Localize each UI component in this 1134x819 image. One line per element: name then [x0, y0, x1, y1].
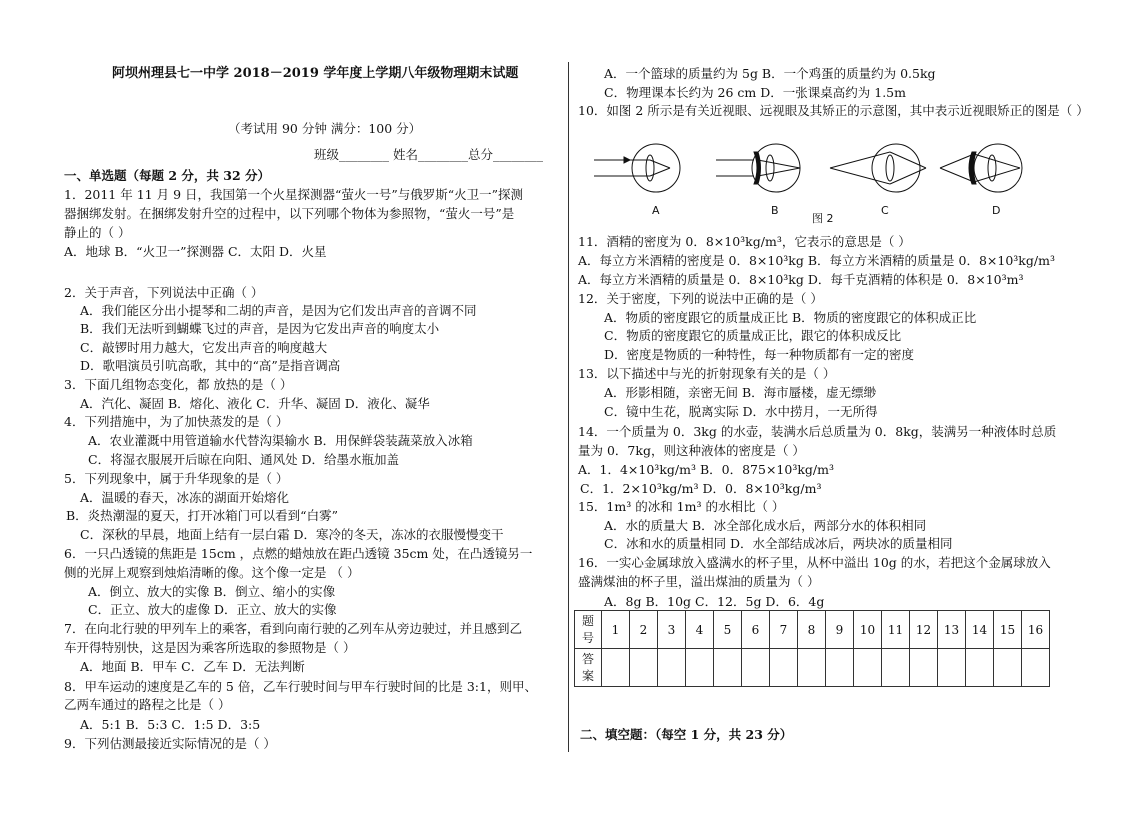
answer-cell[interactable] — [630, 649, 658, 687]
question-line: 3．下面几组物态变化，都 放热的是（ ） — [64, 377, 293, 392]
question-line: A．每立方米酒精的密度是 0．8×10³kg B．每立方米酒精的质量是 0．8×10³kg/m³ — [578, 253, 1055, 268]
question-line: 4．下列措施中，为了加快蒸发的是（ ） — [64, 414, 289, 429]
answer-table-number-row — [575, 611, 1050, 649]
section2-title: 二、填空题：（每空 1 分，共 23 分） — [580, 727, 793, 742]
answer-cell[interactable] — [966, 649, 994, 687]
answer-cell[interactable] — [798, 649, 826, 687]
number-cell: 13 — [938, 611, 966, 649]
number-cell: 10 — [854, 611, 882, 649]
question-line: C．冰和水的质量相同 D．水全部结成冰后，两块冰的质量相同 — [604, 536, 953, 551]
question-line: C．物理课本长约为 26 cm D．一张课桌高约为 1.5m — [604, 85, 906, 100]
eye-diagram-a — [594, 144, 680, 192]
question-line: C．镜中生花，脱离实际 D．水中捞月，一无所得 — [604, 404, 878, 419]
student-fields: 班级________ 姓名________总分________ — [314, 147, 543, 162]
number-cell: 8 — [798, 611, 826, 649]
question-line: 8．甲车运动的速度是乙车的 5 倍，乙车行驶时间与甲车行驶时间的比是 3:1，则甲、 — [64, 679, 537, 694]
answer-cell[interactable] — [602, 649, 630, 687]
question-line: 1．2011 年 11 月 9 日，我国第一个火星探测器“萤火一号”与俄罗斯“火卫一”探测 — [64, 187, 524, 202]
figure-caption: 图 2 — [812, 212, 834, 225]
section1-title: 一、单选题（每题 2 分，共 32 分） — [64, 168, 271, 183]
question-line: C．深秋的早晨，地面上结有一层白霜 D．寒冷的冬天，冻冰的衣服慢慢变干 — [80, 527, 504, 542]
number-header-cell: 题 号 — [575, 611, 602, 649]
question-line: 7．在向北行驶的甲列车上的乘客，看到向南行驶的乙列车从旁边驶过，并且感到乙 — [64, 621, 522, 636]
number-cell: 4 — [686, 611, 714, 649]
question-line: 15．1m³ 的冰和 1m³ 的水相比（ ） — [578, 499, 785, 514]
question-line: A．我们能区分出小提琴和二胡的声音，是因为它们发出声音的音调不同 — [80, 303, 477, 318]
question-line: C．1．2×10³kg/m³ D．0．8×10³kg/m³ — [580, 481, 822, 496]
question-line: A．地面 B．甲车 C．乙车 D．无法判断 — [80, 659, 305, 674]
figure-label-a: A — [652, 204, 660, 217]
number-cell: 6 — [742, 611, 770, 649]
number-cell: 5 — [714, 611, 742, 649]
question-line: A．8g B．10g C．12．5g D．6．4g — [604, 594, 825, 609]
number-cell: 14 — [966, 611, 994, 649]
question-line: 盛满煤油的杯子里，溢出煤油的质量为（ ） — [578, 574, 820, 589]
question-line: 静止的（ ） — [64, 225, 131, 240]
question-line: B．我们无法听到蝴蝶飞过的声音，是因为它发出声音的响度太小 — [80, 321, 440, 336]
question-line: 13．以下描述中与光的折射现象有关的是（ ） — [578, 366, 836, 381]
answer-cell[interactable] — [714, 649, 742, 687]
answer-table — [574, 610, 1050, 687]
answer-cell[interactable] — [1022, 649, 1050, 687]
question-line: 6．一只凸透镜的焦距是 15cm ，点燃的蜡烛放在距凸透镜 35cm 处，在凸透镜另一 — [64, 546, 533, 561]
exam-info: （考试用 90 分钟 满分：100 分） — [228, 121, 422, 136]
number-cell: 9 — [826, 611, 854, 649]
question-line: 12．关于密度，下列的说法中正确的是（ ） — [578, 291, 823, 306]
question-line: A．倒立、放大的实像 B．倒立、缩小的实像 — [88, 584, 336, 599]
figure-label-b: B — [771, 204, 779, 217]
answer-cell[interactable] — [994, 649, 1022, 687]
question-line: 16．一实心金属球放入盛满水的杯子里，从杯中溢出 10g 的水，若把这个金属球放入 — [578, 555, 1051, 570]
question-line: A．农业灌溉中用管道输水代替沟渠输水 B．用保鲜袋装蔬菜放入冰箱 — [88, 433, 473, 448]
question-line: 侧的光屏上观察到烛焰清晰的像。这个像一定是 （ ） — [64, 565, 360, 580]
number-cell: 15 — [994, 611, 1022, 649]
question-line: 11．酒精的密度为 0．8×10³kg/m³，它表示的意思是（ ） — [578, 234, 911, 249]
answer-cell[interactable] — [910, 649, 938, 687]
question-line: D．密度是物质的一种特性，每一种物质都有一定的密度 — [604, 347, 915, 362]
question-line: A．汽化、凝固 B．熔化、液化 C．升华、凝固 D．液化、凝华 — [80, 396, 430, 411]
answer-cell[interactable] — [854, 649, 882, 687]
eye-diagram-b — [716, 144, 800, 192]
question-line: C．正立、放大的虚像 D．正立、放大的实像 — [88, 602, 337, 617]
question-line: 乙两车通过的路程之比是（ ） — [64, 697, 231, 712]
figure-label-d: D — [992, 204, 1001, 217]
question-line: A．物质的密度跟它的质量成正比 B．物质的密度跟它的体积成正比 — [604, 310, 977, 325]
question-line: C．物质的密度跟它的质量成正比，跟它的体积成反比 — [604, 328, 902, 343]
question-line: A．地球 B．“火卫一”探测器 C．太阳 D．火星 — [64, 244, 327, 259]
question-line: 2．关于声音，下列说法中正确（ ） — [64, 285, 264, 300]
column-divider — [568, 62, 569, 752]
question-line: A．水的质量大 B．冰全部化成水后，两部分水的体积相同 — [604, 518, 927, 533]
exam-title: 阿坝州理县七一中学 2018－2019 学年度上学期八年级物理期末试题 — [112, 66, 519, 81]
question-line: 9．下列估测最接近实际情况的是（ ） — [64, 736, 276, 751]
question-line: 车开得特别快，这是因为乘客所选取的参照物是（ ） — [64, 640, 356, 655]
answer-cell[interactable] — [742, 649, 770, 687]
answer-cell[interactable] — [686, 649, 714, 687]
number-cell: 11 — [882, 611, 910, 649]
answer-cell[interactable] — [658, 649, 686, 687]
question-line: C．敲锣时用力越大，它发出声音的响度越大 — [80, 340, 328, 355]
question-line: 量为 0．7kg，则这种液体的密度是（ ） — [578, 443, 805, 458]
answer-cell[interactable] — [938, 649, 966, 687]
question-line: A．每立方米酒精的质量是 0．8×10³kg D．每千克酒精的体积是 0．8×10³m³ — [578, 272, 1024, 287]
number-cell: 1 — [602, 611, 630, 649]
question-line: 10．如图 2 所示是有关近视眼、远视眼及其矫正的示意图，其中表示近视眼矫正的图是（ ） — [578, 103, 1089, 118]
question-line: A．温暖的春天，冰冻的湖面开始熔化 — [80, 490, 290, 505]
answer-cell[interactable] — [826, 649, 854, 687]
question-line: 14．一个质量为 0．3kg 的水壶，装满水后总质量为 0．8kg，装满另一种液体时总质 — [578, 424, 1057, 439]
question-line: A．形影相随，亲密无间 B．海市蜃楼，虚无缥缈 — [604, 385, 877, 400]
question-line: A．一个篮球的质量约为 5g B．一个鸡蛋的质量约为 0.5kg — [604, 66, 936, 81]
question-line: B．炎热潮湿的夏天，打开冰箱门可以看到“白雾” — [66, 508, 338, 523]
number-cell: 7 — [770, 611, 798, 649]
number-cell: 3 — [658, 611, 686, 649]
number-cell: 12 — [910, 611, 938, 649]
question-line: A．1．4×10³kg/m³ B．0．875×10³kg/m³ — [578, 462, 834, 477]
answer-cell[interactable] — [882, 649, 910, 687]
answer-cell[interactable] — [770, 649, 798, 687]
question-line: C．将湿衣服展开后晾在向阳、通风处 D．给墨水瓶加盖 — [88, 452, 400, 467]
question-line: A．5:1 B．5:3 C．1:5 D．3:5 — [80, 717, 261, 732]
eye-diagram-c — [830, 144, 926, 192]
question-line: 5．下列现象中，属于升华现象的是（ ） — [64, 471, 289, 486]
number-cell: 2 — [630, 611, 658, 649]
figure-label-c: C — [881, 204, 889, 217]
question-line: 器捆绑发射。在捆绑发射升空的过程中，以下列哪个物体为参照物，“萤火一号”是 — [64, 206, 515, 221]
number-cell: 16 — [1022, 611, 1050, 649]
answer-header-cell: 答 案 — [575, 649, 602, 687]
eye-diagram-d — [940, 144, 1022, 192]
question-line: D．歌唱演员引吭高歌，其中的“高”是指音调高 — [80, 358, 341, 373]
answer-table-answer-row — [575, 649, 1050, 687]
